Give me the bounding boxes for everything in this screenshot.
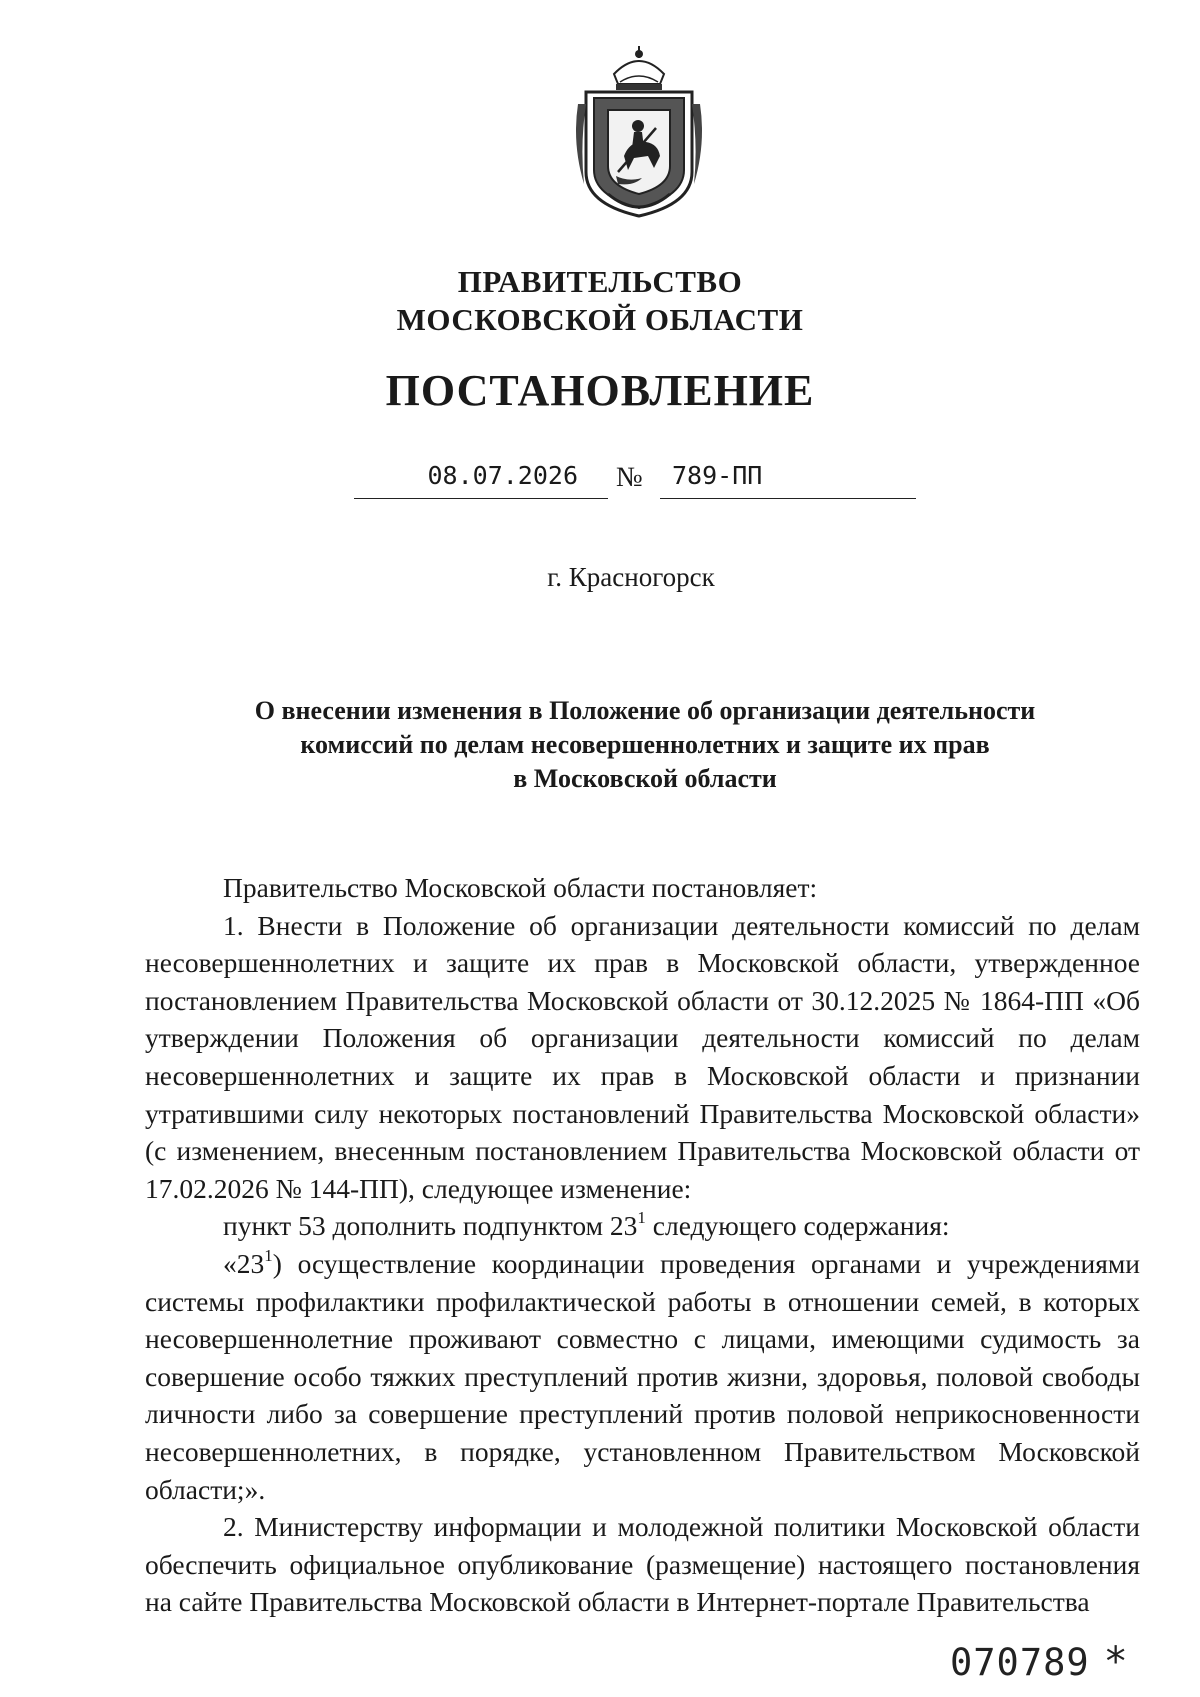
quoted-amendment-paragraph <box>145 1245 1140 1508</box>
subject-line3: в Московской области <box>513 764 777 793</box>
document-type-heading: ПОСТАНОВЛЕНИЕ <box>385 366 815 415</box>
serial-number-stamp <box>950 1640 1129 1685</box>
registration-row <box>354 457 914 503</box>
asterisk-mark: * <box>1103 1639 1129 1685</box>
item-2-paragraph: 2. Министерству информации и молодежной политики Московской области обеспечить официальное опубликование (размещение) настоящего постановления на сайте Правительства Московской области в Интернет-портале Правительства <box>145 1511 1140 1618</box>
subparagraph-suffix: следующего содержания: <box>645 1210 950 1242</box>
item-1-paragraph: 1. Внести в Положение об организации деятельности комиссий по делам несовершеннолетних и защите их прав в Московской области, утвержденное постановлением Правительства Московской области от 30.12.2025 № 1864-ПП «Об утверждении Положения об организации деятельности комиссий по делам несовершеннолетних и защите их прав в Московской области и признании утратившими силу некоторых постановлений Правительства Московской области» (с изменением, внесенным постановлением Правительства Московской области от 17.02.2026 № 144-ПП), следующее изменение: <box>145 909 1140 1204</box>
city-line: г. Красногорск <box>547 562 715 592</box>
coat-of-arms-emblem <box>568 44 710 220</box>
subject-line2: комиссий по делам несовершеннолетних и защите их прав <box>300 730 990 759</box>
government-title-line1: ПРАВИТЕЛЬСТВО <box>457 264 743 299</box>
government-title <box>0 263 1200 339</box>
subject-line1: О внесении изменения в Положение об организации деятельности <box>254 696 1036 725</box>
subparagraph-prefix: пункт 53 дополнить подпунктом 23 <box>223 1210 638 1242</box>
document-number: 789-ПП <box>660 457 916 499</box>
item-1-subparagraph <box>145 1207 1140 1245</box>
quote-prefix: «23 <box>223 1247 265 1279</box>
subparagraph-superscript: 1 <box>637 1208 646 1228</box>
document-body <box>145 869 1140 1621</box>
quote-superscript: 1 <box>264 1245 273 1265</box>
document-subject <box>140 694 1150 796</box>
serial-number: 070789 <box>950 1641 1090 1684</box>
government-title-line2: МОСКОВСКОЙ ОБЛАСТИ <box>396 302 804 337</box>
preamble-paragraph: Правительство Московской области постановляет: <box>223 872 818 903</box>
number-sign: № <box>616 462 643 493</box>
quote-text: ) осуществление координации проведения органами и учреждениями системы профилактики профилактической работы в отношении семей, в которых несовершеннолетние проживают совместно с лицами, имеющими судимость за совершение особо тяжких преступлений против жизни, здоровья, половой свободы личности либо за совершение преступлений против половой неприкосновенности несовершеннолетних, в порядке, установленном Правительством Московской области;». <box>145 1247 1140 1505</box>
document-date: 08.07.2026 <box>354 457 608 499</box>
